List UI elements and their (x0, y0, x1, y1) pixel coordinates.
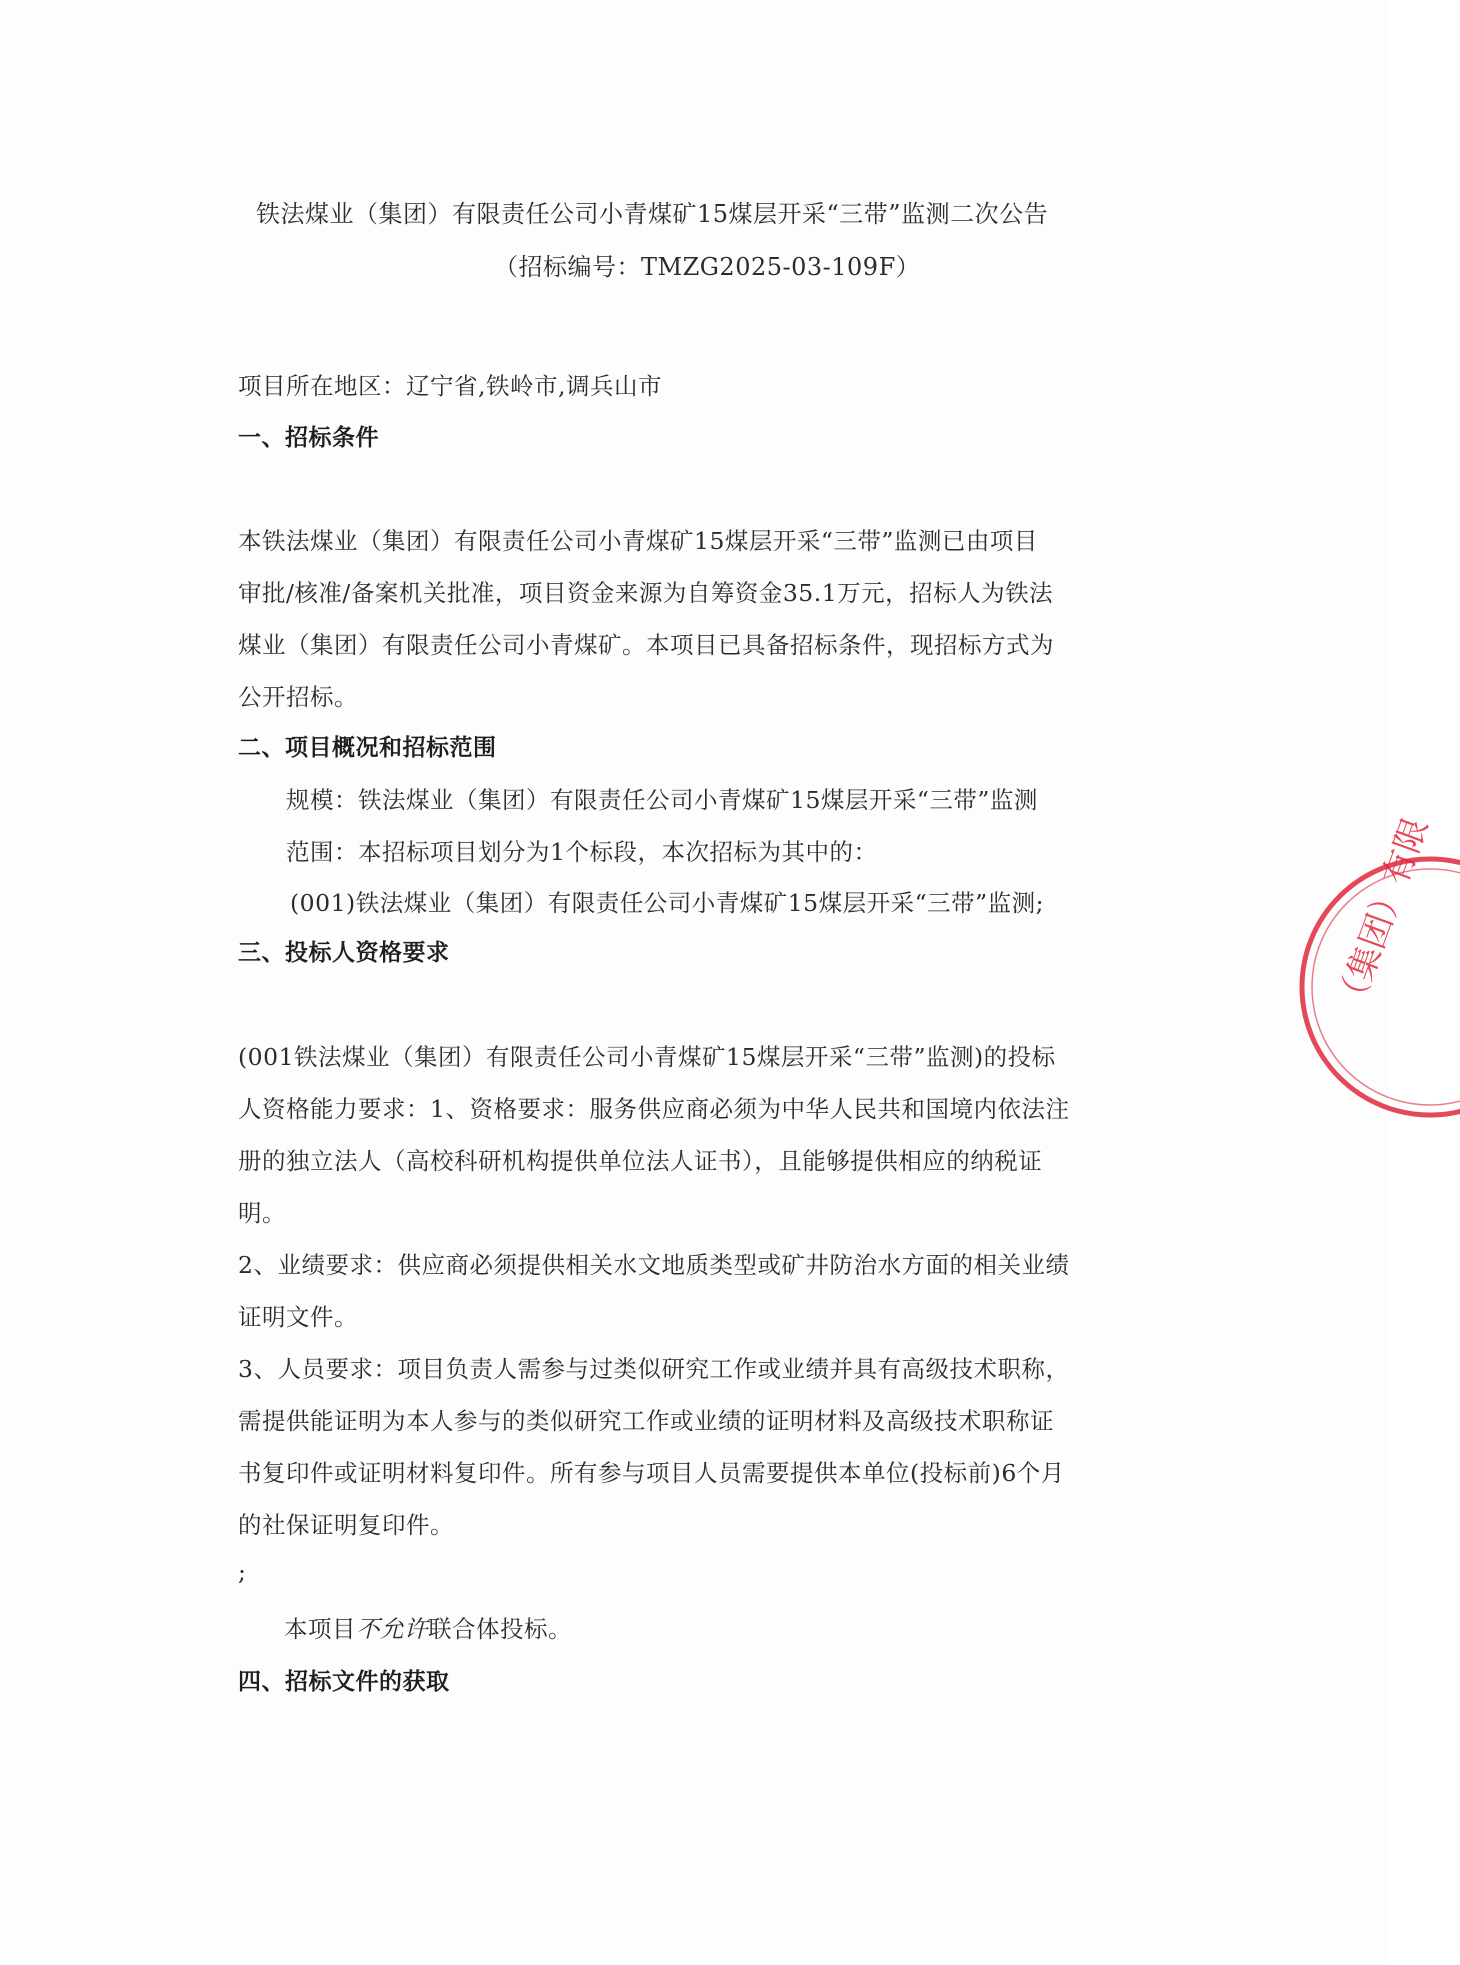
project-location: 项目所在地区：辽宁省,铁岭市,调兵山市 (238, 372, 662, 400)
lot-line: (001)铁法煤业（集团）有限责任公司小青煤矿15煤层开采“三带”监测; (290, 889, 1045, 917)
company-seal (1290, 812, 1460, 1120)
consortium-prefix: 本项目 (284, 1615, 356, 1643)
section-heading: 四、招标文件的获取 (238, 1669, 450, 1695)
consortium-suffix: 联合体投标。 (428, 1615, 572, 1643)
consortium-line (284, 1610, 572, 1644)
paragraph-line: 需提供能证明为本人参与的类似研究工作或业绩的证明材料及高级技术职称证 (238, 1407, 1054, 1435)
paragraph-line: 明。 (238, 1199, 286, 1227)
paragraph-line: 煤业（集团）有限责任公司小青煤矿。本项目已具备招标条件，现招标方式为 (238, 631, 1054, 659)
section-heading: 三、投标人资格要求 (238, 940, 450, 966)
paragraph-line: 证明文件。 (238, 1303, 358, 1331)
paragraph-line: (001铁法煤业（集团）有限责任公司小青煤矿15煤层开采“三带”监测)的投标 (238, 1043, 1056, 1071)
paragraph-line: 审批/核准/备案机关批准，项目资金来源为自筹资金35.1万元，招标人为铁法 (238, 579, 1054, 607)
paragraph-line: 人资格能力要求：1、资格要求：服务供应商必须为中华人民共和国境内依法注 (238, 1095, 1070, 1123)
section-heading: 二、项目概况和招标范围 (238, 735, 497, 761)
paragraph-line: 本铁法煤业（集团）有限责任公司小青煤矿15煤层开采“三带”监测已由项目 (238, 527, 1038, 555)
scope-line: 范围：本招标项目划分为1个标段，本次招标为其中的： (286, 838, 878, 866)
paragraph-line: 的社保证明复印件。 (238, 1511, 454, 1539)
paragraph-line: 公开招标。 (238, 683, 358, 711)
section-heading: 一、招标条件 (238, 425, 379, 451)
consortium-emphasis: 不允许 (356, 1615, 428, 1643)
scale-line: 规模：铁法煤业（集团）有限责任公司小青煤矿15煤层开采“三带”监测 (286, 786, 1038, 814)
document-title: 铁法煤业（集团）有限责任公司小青煤矿15煤层开采“三带”监测二次公告 (256, 200, 1049, 228)
paragraph-line: ; (238, 1558, 247, 1586)
paragraph-line: 书复印件或证明材料复印件。所有参与项目人员需要提供本单位(投标前)6个月 (238, 1459, 1065, 1487)
paragraph-line: 册的独立法人（高校科研机构提供单位法人证书），且能够提供相应的纳税证 (238, 1147, 1043, 1175)
paragraph-line: 3、人员要求：项目负责人需参与过类似研究工作或业绩并具有高级技术职称， (238, 1355, 1070, 1383)
paragraph-line: 2、业绩要求：供应商必须提供相关水文地质类型或矿井防治水方面的相关业绩 (238, 1251, 1070, 1279)
bid-number: （招标编号：TMZG2025-03-109F） (494, 253, 921, 281)
seal-text: （集团）有限 (1328, 812, 1437, 1019)
